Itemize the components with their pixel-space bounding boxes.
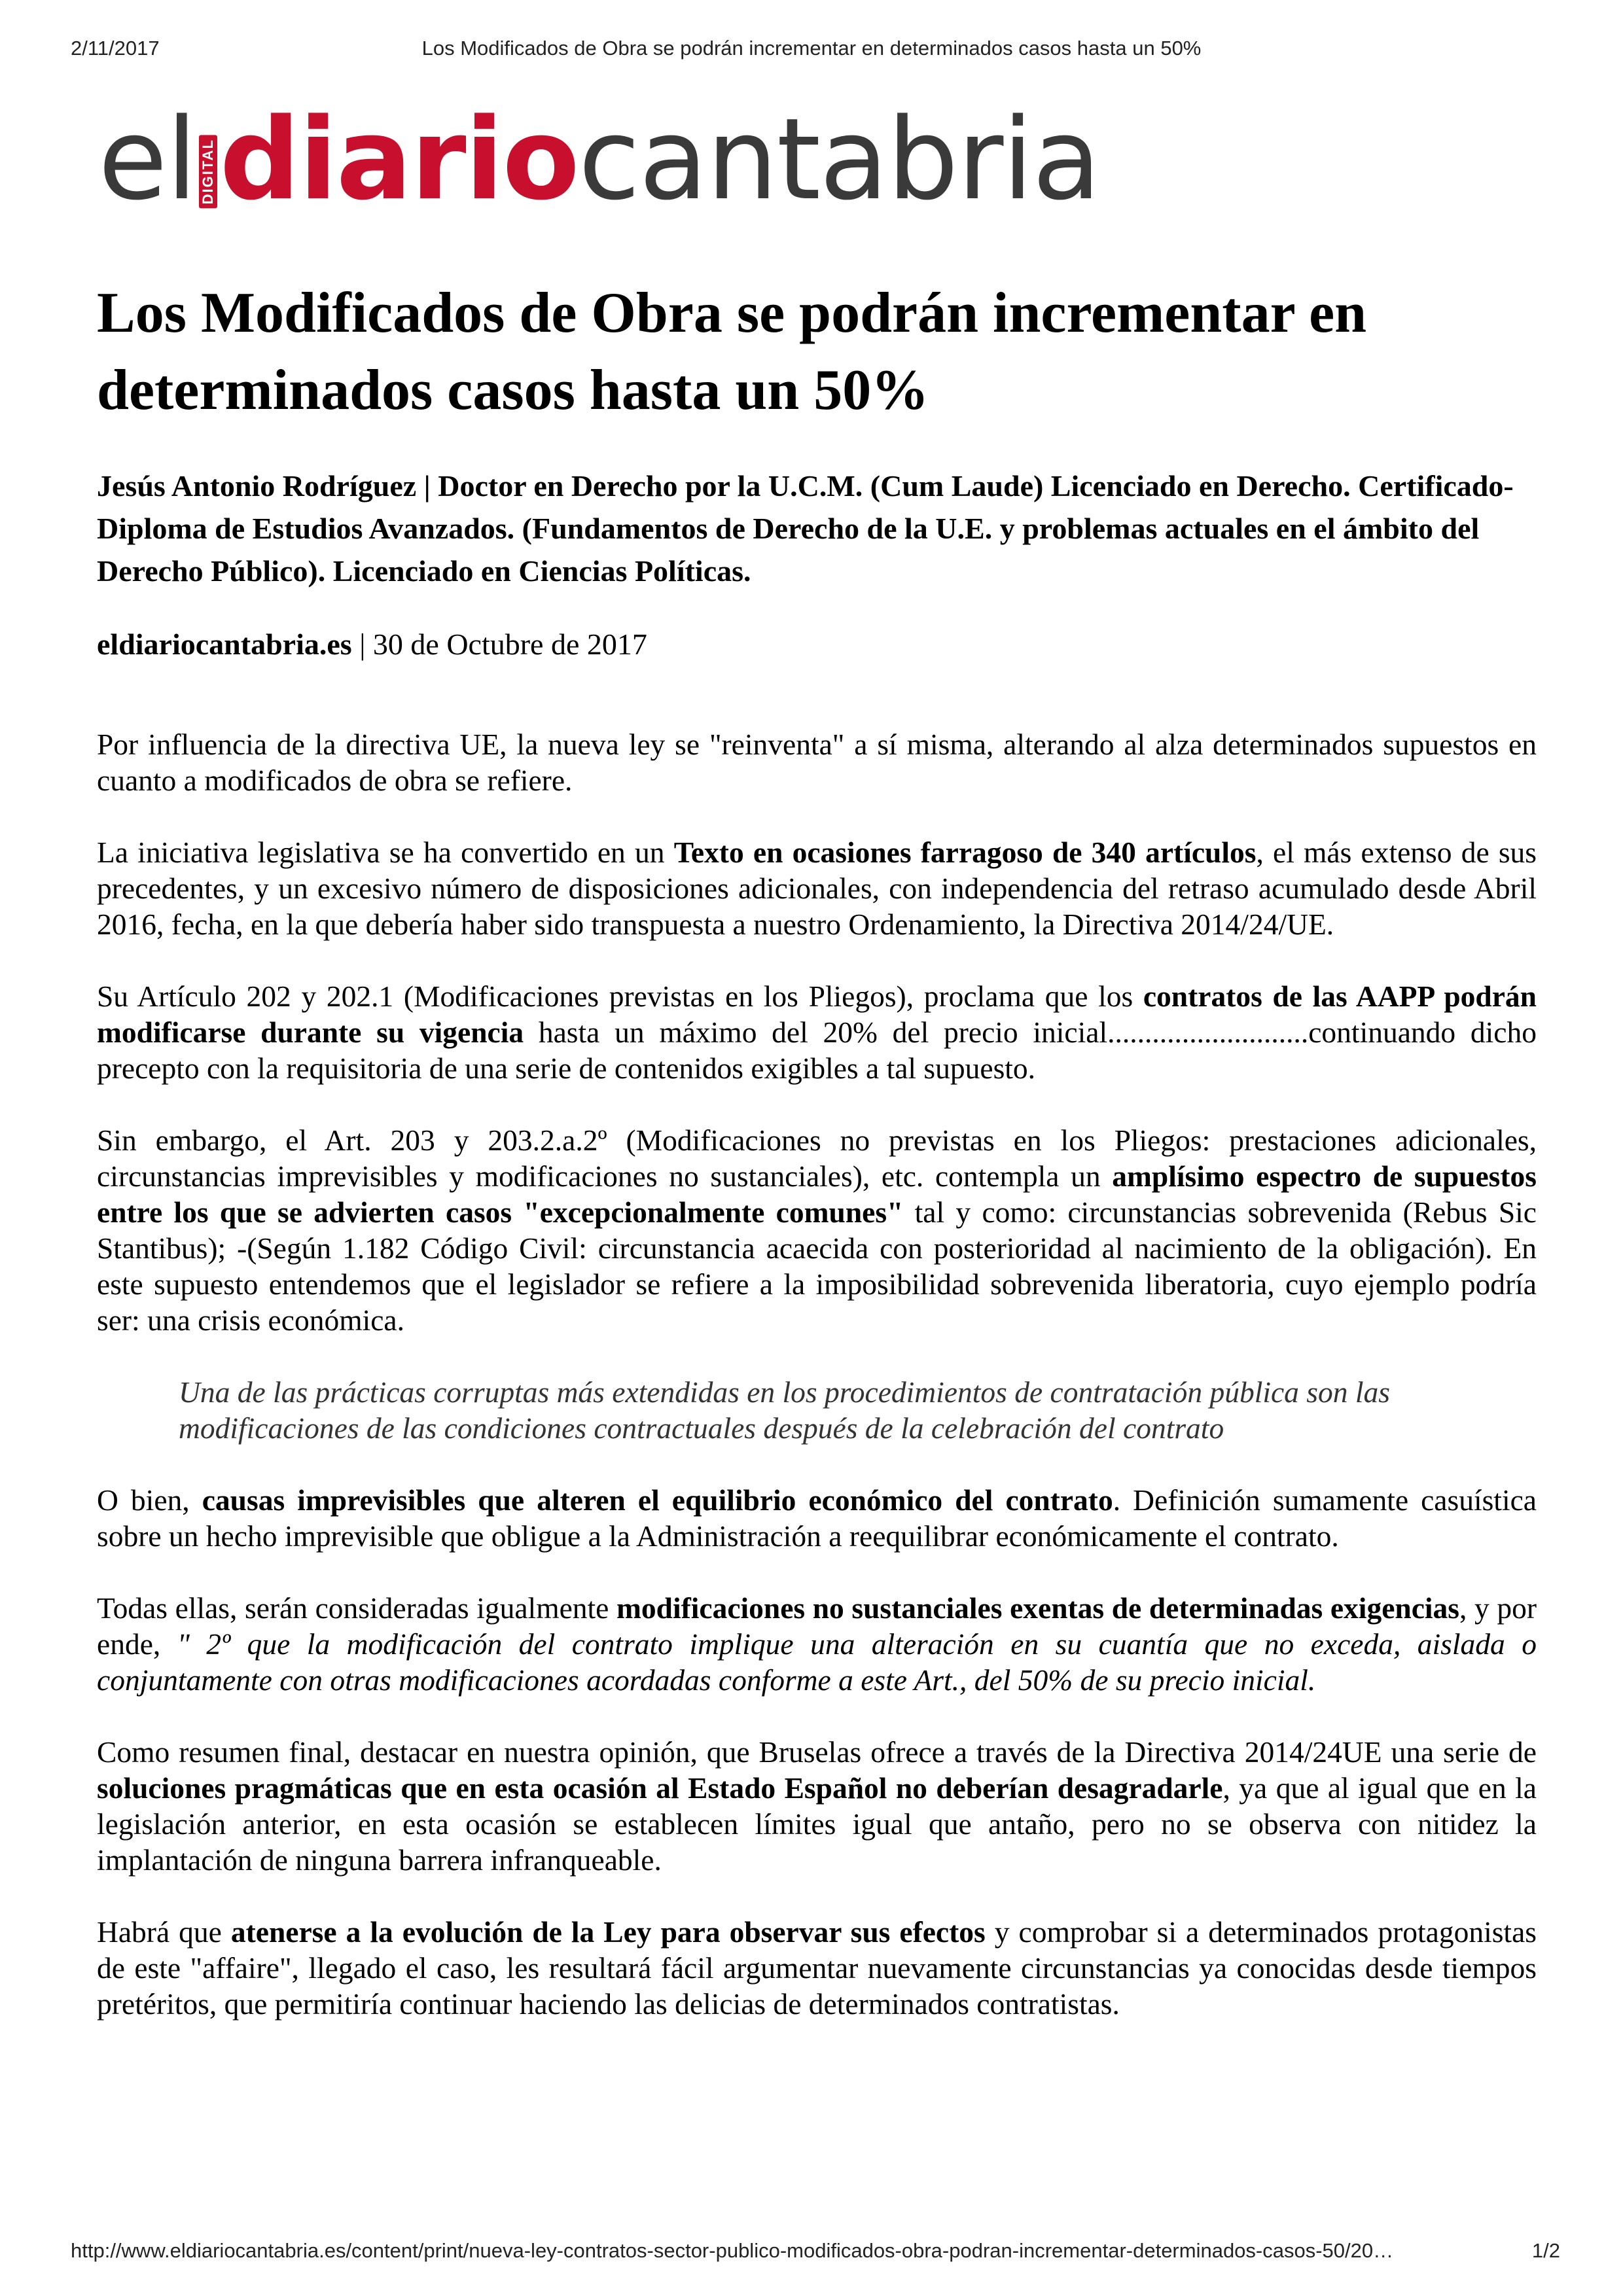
article-body bbox=[97, 726, 1537, 2058]
logo-text-diario: diario bbox=[219, 94, 579, 225]
article-author: Jesús Antonio Rodríguez | Doctor en Derecho por la U.C.M. (Cum Laude) Licenciado en Derecho. Certificado-Diploma de Estudios Avanzados. (Fundamentos de Derecho de la U.E. y problemas actuales en el ámbito del Derecho Público). Licenciado en Ciencias Políticas. bbox=[97, 469, 1514, 588]
paragraph-4: Sin embargo, el Art. 203 y 203.2.a.2º (Modificaciones no previstas en los Pliegos: prestaciones adicionales, circunstancias imprevisibles y modificaciones no sustanciales), etc. contempla un amplísimo espectro de supuestos entre los que se advierten casos "excepcionalmente comunes" tal y como: circunstancias sobrevenida (Rebus Sic Stantibus); -(Según 1.182 Código Civil: circunstancia acaecida con posterioridad al nacimiento de la obligación). En este supuesto entendemos que el legislador se refiere a la imposibilidad sobrevenida liberatoria, cuyo ejemplo podría ser: una crisis económica. bbox=[97, 1123, 1537, 1337]
paragraph-1: Por influencia de la directiva UE, la nueva ley se "reinventa" a sí misma, alterando al alza determinados supuestos en cuanto a modificados de obra se refiere. bbox=[97, 728, 1537, 797]
logo-digital-tag: DIGITAL bbox=[199, 135, 217, 208]
article-dateline bbox=[97, 627, 647, 662]
footer-url[interactable]: http://www.eldiariocantabria.es/content/print/nueva-ley-contratos-sector-publico-modificados-obra-podran-incrementar-determinados-casos-50/20… bbox=[71, 2239, 1394, 2262]
paragraph-6: Todas ellas, serán consideradas igualmente modificaciones no sustanciales exentas de determinadas exigencias, y por ende, " 2º que la modificación del contrato implique una alteración en su cuantía que no exceda, aislada o conjuntamente con otras modificaciones acordadas conforme a este Art., del 50% de su precio inicial. bbox=[97, 1591, 1537, 1697]
article-date: | 30 de Octubre de 2017 bbox=[351, 627, 647, 661]
site-logo[interactable] bbox=[98, 94, 1100, 225]
pull-quote: Una de las prácticas corruptas más extendidas en los procedimientos de contratación pública son las modificaciones de las condiciones contractuales después de la celebración del contrato bbox=[179, 1375, 1390, 1445]
page-number: 1/2 bbox=[1531, 2239, 1560, 2262]
paragraph-8: Habrá que atenerse a la evolución de la Ley para observar sus efectos y comprobar si a determinados protagonistas de este "affaire", llegado el caso, les resultará fácil argumentar nuevamente circunstancias ya conocidas desde tiempos pretéritos, que permitiría continuar haciendo las delicias de determinados contratistas. bbox=[97, 1915, 1537, 2021]
print-date: 2/11/2017 bbox=[71, 37, 160, 60]
logo-text-cantabria: cantabria bbox=[578, 94, 1100, 225]
paragraph-3: Su Artículo 202 y 202.1 (Modificaciones previstas en los Pliegos), proclama que los contratos de las AAPP podrán modificarse durante su vigencia hasta un máximo del 20% del precio inicial...........................continuando dicho precepto con la requisitoria de una serie de contenidos exigibles a tal supuesto. bbox=[97, 980, 1537, 1085]
print-header-title: Los Modificados de Obra se podrán incrementar en determinados casos hasta un 50% bbox=[421, 37, 1202, 60]
logo-text-el: el bbox=[98, 94, 196, 225]
paragraph-2: La iniciativa legislativa se ha convertido en un Texto en ocasiones farragoso de 340 artículos, el más extenso de sus precedentes, y un excesivo número de disposiciones adicionales, con independencia del retraso acumulado desde Abril 2016, fecha, en la que debería haber sido transpuesta a nuestro Ordenamiento, la Directiva 2014/24/UE. bbox=[97, 836, 1537, 941]
article-title: Los Modificados de Obra se podrán incrementar en determinados casos hasta un 50% bbox=[97, 281, 1367, 422]
paragraph-7: Como resumen final, destacar en nuestra opinión, que Bruselas ofrece a través de la Directiva 2014/24UE una serie de soluciones pragmáticas que en esta ocasión al Estado Español no deberían desagradarle, ya que al igual que en la legislación anterior, en esta ocasión se establecen límites igual que antaño, pero no se observa con nitidez la implantación de ninguna barrera infranqueable. bbox=[97, 1735, 1537, 1877]
paragraph-5: O bien, causas imprevisibles que alteren el equilibrio económico del contrato. Definición sumamente casuística sobre un hecho imprevisible que obligue a la Administración a reequilibrar económicamente el contrato. bbox=[97, 1483, 1537, 1553]
article-source: eldiariocantabria.es bbox=[97, 627, 352, 661]
